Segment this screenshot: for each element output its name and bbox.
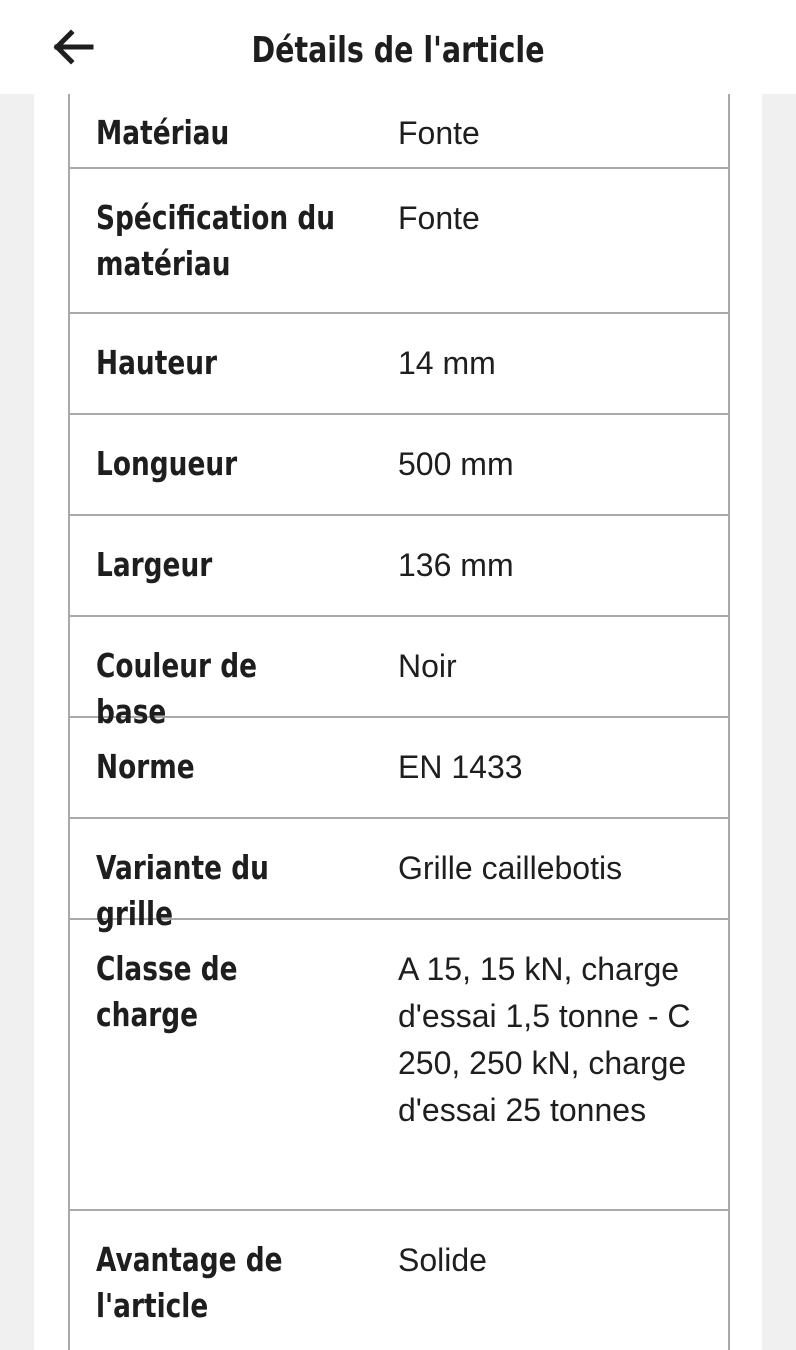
spec-row-avantage [70, 1211, 728, 1350]
spec-value: Solide [398, 1242, 487, 1278]
spec-row-norme [70, 718, 728, 819]
spec-label: Norme [96, 747, 195, 786]
spec-label: Matériau [96, 113, 230, 152]
spec-label: Spécification du matériau [96, 198, 336, 283]
spec-row-couleur [70, 617, 728, 731]
spec-label: Longueur [96, 444, 238, 483]
spec-value: Fonte [398, 200, 480, 236]
spec-label: Variante du grille [96, 848, 269, 933]
content-panel [34, 94, 762, 1350]
spec-row-largeur [70, 516, 728, 617]
spec-value: 136 mm [398, 547, 514, 583]
spec-label: Couleur de base [96, 646, 258, 731]
spec-value: Noir [398, 648, 457, 684]
spec-row-specification [70, 169, 728, 314]
spec-value: Fonte [398, 115, 480, 151]
spec-row-hauteur [70, 314, 728, 415]
spec-table [68, 94, 730, 1350]
page-title: Détails de l'article [251, 30, 545, 71]
spec-row-variante [70, 819, 728, 933]
spec-row-longueur [70, 415, 728, 516]
spec-label: Classe de charge [96, 949, 238, 1034]
spec-value: 14 mm [398, 345, 496, 381]
spec-label: Hauteur [96, 343, 218, 382]
spec-label: Avantage de l'article [96, 1240, 283, 1325]
spec-value: A 15, 15 kN, charge d'essai 1,5 tonne - C 250, 250 kN, charge d'essai 25 tonnes [398, 951, 691, 1128]
spec-label: Largeur [96, 545, 213, 584]
spec-row-materiau [70, 94, 728, 169]
spec-value: 500 mm [398, 446, 514, 482]
spec-value: EN 1433 [398, 749, 523, 785]
app-header [0, 0, 796, 94]
spec-value: Grille caillebotis [398, 850, 623, 886]
spec-row-classe-charge [70, 920, 728, 1211]
